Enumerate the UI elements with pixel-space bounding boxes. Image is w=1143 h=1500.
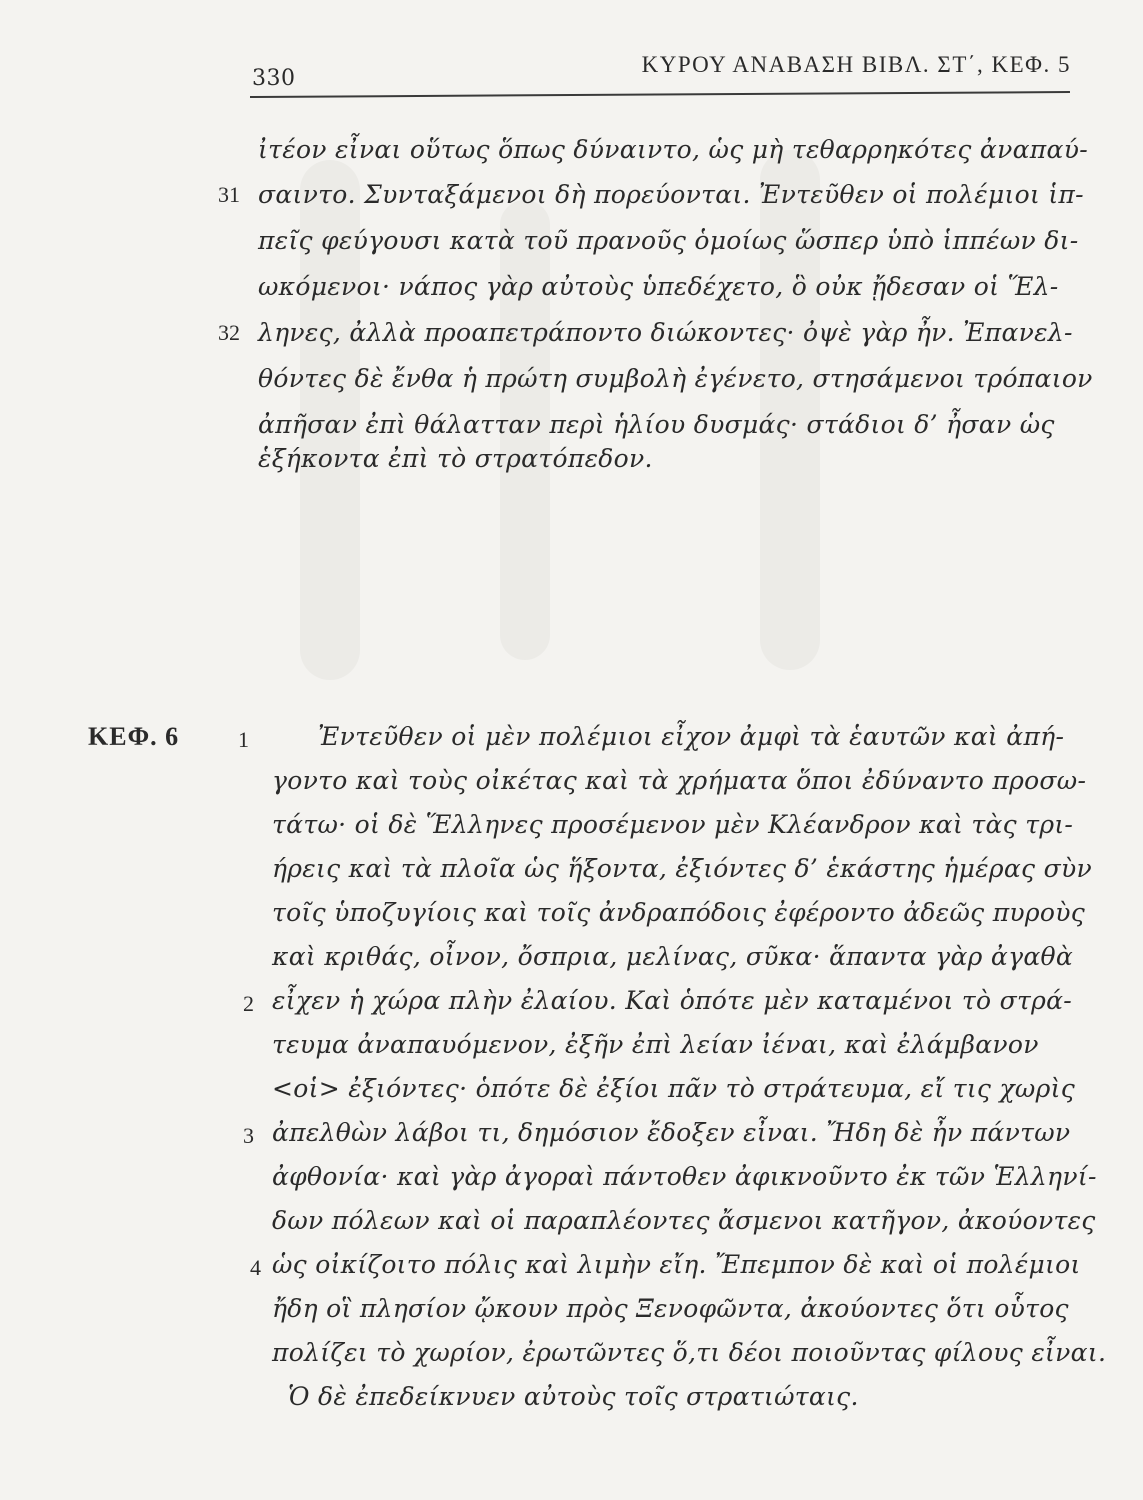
section-number: 4 [250,1255,261,1280]
text-line: πολίζει τὸ χωρίον, ἐρωτῶντες ὅ,τι δέοι ποιοῦντας φίλους εἶναι. [272,1338,1107,1367]
text-line: ήρεις καὶ τὰ πλοῖα ὡς ἥξοντα, ἐξιόντες δ’ ἑκάστης ἡμέρας σὺν [272,854,1092,883]
section-number: 2 [243,991,254,1016]
text-line: τάτω· οἱ δὲ Ἕλληνες προσέμενον μὲν Κλέανδρον καὶ τὰς τρι- [272,810,1074,839]
text-line: θόντες δὲ ἔνθα ἡ πρώτη συμβολὴ ἐγένετο, στησάμενοι τρόπαιον [258,364,1093,393]
text-line: Ἐντεῦθεν οἱ μὲν πολέμιοι εἶχον ἀμφὶ τὰ ἑαυτῶν καὶ ἀπή- [318,722,1065,751]
text-line: ἀπελθὼν λάβοι τι, δημόσιον ἔδοξεν εἶναι. Ἤδη δὲ ἦν πάντων [272,1118,1071,1147]
running-title: ΚΥΡΟΥ ΑΝΑΒΑΣΗ ΒΙΒΛ. ΣΤ΄, ΚΕΦ. 5 [641,52,1071,77]
text-line: τοῖς ὑποζυγίοις καὶ τοῖς ἀνδραπόδοις ἐφέροντο ἀδεῶς πυροὺς [272,898,1086,927]
text-line: εἶχεν ἡ χώρα πλὴν ἐλαίου. Καὶ ὁπότε μὲν καταμένοι τὸ στρά- [272,986,1073,1015]
text-line: ἰτέον εἶναι οὕτως ὅπως δύναιντο, ὡς μὴ τεθαρρηκότες ἀναπαύ- [258,135,1088,164]
section-number: 3 [243,1123,254,1148]
text-line: σαιντο. Συνταξάμενοι δὴ πορεύονται. Ἐντεῦθεν οἱ πολέμιοι ἱπ- [258,180,1084,209]
text-line: ἀπῆσαν ἐπὶ θάλατταν περὶ ἡλίου δυσμάς· στάδιοι δ’ ἦσαν ὡς [258,410,1055,439]
page-number: 330 [252,66,296,91]
text-line: πεῖς φεύγουσι κατὰ τοῦ πρανοῦς ὁμοίως ὥσπερ ὑπὸ ἱππέων δι- [258,226,1079,255]
text-line: ἤδη οἳ πλησίον ᾤκουν πρὸς Ξενοφῶντα, ἀκούοντες ὅτι οὗτος [272,1294,1069,1323]
text-line: καὶ κριθάς, οἶνον, ὄσπρια, μελίνας, σῦκα· ἅπαντα γὰρ ἀγαθὰ [272,942,1074,971]
text-line: ληνες, ἀλλὰ προαπετράποντο διώκοντες· ὀψὲ γὰρ ἦν. Ἐπανελ- [258,318,1073,347]
section-number: 1 [238,727,249,752]
text-line: δων πόλεων καὶ οἱ παραπλέοντες ἄσμενοι κατῆγον, ἀκούοντες [272,1206,1096,1235]
text-line: ὡς οἰκίζοιτο πόλις καὶ λιμὴν εἴη. Ἔπεμπον δὲ καὶ οἱ πολέμιοι [272,1250,1081,1279]
text-line: ἑξήκοντα ἐπὶ τὸ στρατόπεδον. [258,444,653,473]
section-number: 31 [218,182,240,207]
text-line: γοντο καὶ τοὺς οἰκέτας καὶ τὰ χρήματα ὅποι ἐδύναντο προσω- [272,766,1087,795]
text-line: ωκόμενοι· νάπος γὰρ αὐτοὺς ὑπεδέχετο, ὃ οὐκ ᾔδεσαν οἱ Ἕλ- [258,272,1059,301]
text-line: ἀφθονία· καὶ γὰρ ἀγοραὶ πάντοθεν ἀφικνοῦντο ἐκ τῶν Ἑλληνί- [272,1162,1097,1191]
text-line: τευμα ἀναπαυόμενον, ἐξῆν ἐπὶ λείαν ἰέναι, καὶ ἐλάμβανον [272,1030,1039,1059]
section-number: 32 [218,320,240,345]
chapter-label: ΚΕΦ. 6 [88,722,180,751]
header-rule [250,91,1070,98]
text-line: <οἱ> ἐξιόντες· ὁπότε δὲ ἐξίοι πᾶν τὸ στράτευμα, εἴ τις χωρὶς [272,1074,1076,1103]
text-line: Ὁ δὲ ἐπεδείκνυεν αὐτοὺς τοῖς στρατιώταις. [288,1382,859,1411]
